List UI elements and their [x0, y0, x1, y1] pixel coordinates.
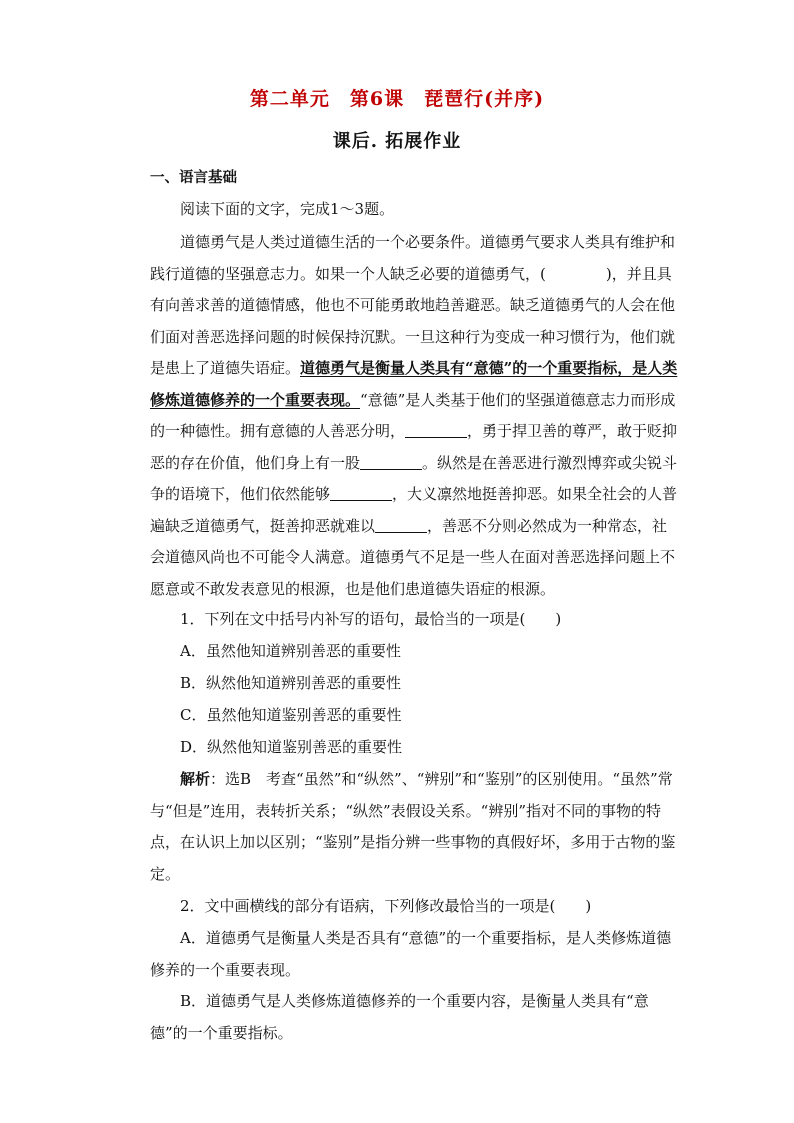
- passage-text-4: 。纵然是在善恶进行激烈博弈或尖锐斗争的语境下，他们依然能够: [150, 453, 678, 503]
- lesson-title: 第二单元 第6课 琵琶行(并序): [249, 88, 545, 110]
- question-2-stem: 2．文中画横线的部分有语病，下列修改最恰当的一项是( ): [180, 897, 592, 915]
- question-1-stem: 1．下列在文中括号内补写的语句，最恰当的一项是( ): [180, 610, 562, 628]
- passage-text-6: ，善恶不分则必然成为一种常态，社会道德风尚也不可能令人满意。道德勇气不足是一些人在面对善恶选择问题上不愿意或不敢发表意见的根源，也是他们患道德失语症的根源。: [150, 516, 676, 598]
- q1-option-c: C．虽然他知道鉴别善恶的重要性: [180, 706, 402, 724]
- passage-text-3: ，勇于捍卫善的尊严，敢于贬抑恶的存在价值，他们身上有一股: [150, 422, 678, 472]
- q1-option-a: A．虽然他知道辨别善恶的重要性: [180, 642, 401, 660]
- section-heading: 一、语言基础: [150, 169, 237, 186]
- fill-blank-3[interactable]: [330, 482, 392, 501]
- q1-option-d: D．纵然他知道鉴别善恶的重要性: [180, 738, 403, 756]
- underlined-sentence: 道德勇气是衡量人类具有“意德”的一个重要指标，是人类修炼道德修养的一个重要表现。: [150, 359, 678, 409]
- analysis-label: 解析: [180, 770, 211, 788]
- homework-subtitle: 课后. 拓展作业: [332, 131, 462, 152]
- fill-blank-1[interactable]: [405, 419, 467, 438]
- fill-blank-2[interactable]: [360, 451, 422, 470]
- fill-blank-4[interactable]: [375, 514, 427, 533]
- analysis-text: ：选B 考查“虽然”和“纵然”、“辨别”和“鉴别”的区别使用。“虽然”常与“但是”连用，表转折关系；“纵然”表假设关系。“辨别”指对不同的事物的特点，在认识上加以区别；“鉴别”是指分辨一些事物的真假好坏，多用于古物的鉴定。: [150, 770, 676, 883]
- passage-text-2: “意德”是人类基于他们的坚强道德意志力而形成的一种德性。拥有意德的人善恶分明，: [150, 390, 676, 440]
- q2-option-a: A．道德勇气是衡量人类是否具有“意德”的一个重要指标，是人类修炼道德修养的一个重要表现。: [150, 929, 672, 979]
- q1-analysis: [150, 764, 682, 890]
- passage-text-1: 道德勇气是人类过道德生活的一个必要条件。道德勇气要求人类具有维护和践行道德的坚强意志力。如果一个人缺乏必要的道德勇气，( )，并且具有向善求善的道德情感，他也不可能勇敢地趋善避恶。缺乏道德勇气的人会在他们面对善恶选择问题的时候保持沉默。一旦这种行为变成一种习惯行为，他们就是患上了道德失语症。: [150, 233, 676, 377]
- reading-instruction: 阅读下面的文字，完成1～3题。: [180, 200, 395, 218]
- passage-text-5: ，大义凛然地挺善抑恶。如果全社会的人普遍缺乏道德勇气，挺善抑恶就难以: [150, 485, 678, 535]
- q1-option-b: B．纵然他知道辨别善恶的重要性: [180, 674, 402, 692]
- q2-option-b: B．道德勇气是人类修炼道德修养的一个重要内容，是衡量人类具有“意德”的一个重要指标。: [150, 992, 649, 1042]
- passage-paragraph: [150, 227, 682, 605]
